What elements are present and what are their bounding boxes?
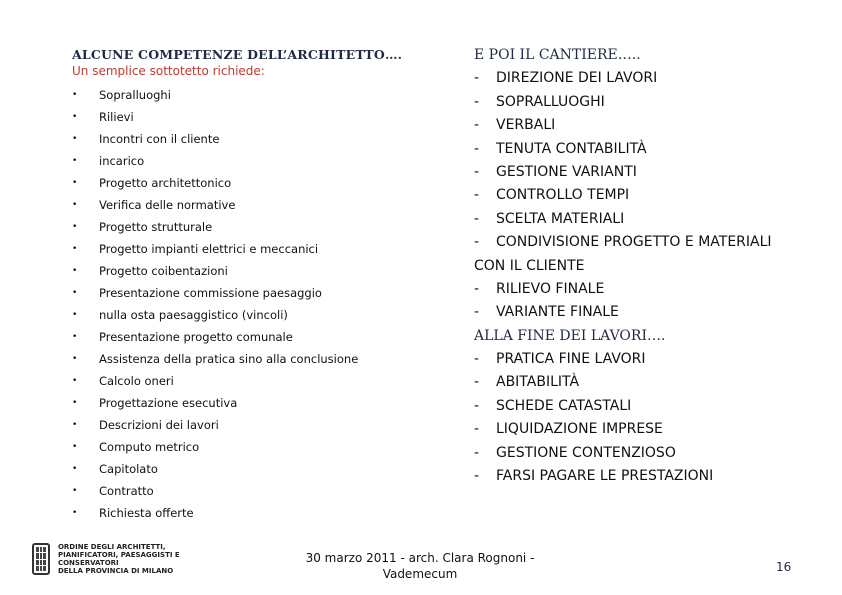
dash-marker: - — [474, 234, 480, 251]
task-item-label: FARSI PAGARE LE PRESTAZIONI — [496, 468, 714, 485]
list-item-label: incarico — [99, 154, 145, 168]
list-item-label: Assistenza della pratica sino alla conclusione — [99, 352, 359, 366]
section-heading: E POI IL CANTIERE….. — [474, 47, 641, 63]
list-item-label: Sopralluoghi — [99, 88, 171, 102]
list-item-label: nulla osta paesaggistico (vincoli) — [99, 308, 288, 322]
list-item — [72, 86, 358, 108]
dash-marker: - — [474, 304, 480, 321]
logo-grid-icon — [32, 543, 50, 575]
list-item — [72, 174, 358, 196]
logo-line: ORDINE DEGLI ARCHITETTI, — [57, 543, 166, 551]
bullet-icon: • — [72, 442, 78, 452]
task-item — [474, 348, 772, 371]
list-item-label: Contratto — [99, 484, 154, 498]
section-heading: ALLA FINE DEI LAVORI…. — [474, 327, 666, 344]
task-item — [474, 138, 772, 161]
list-item-label: Incontri con il cliente — [99, 132, 220, 146]
list-item-label: Presentazione progetto comunale — [99, 330, 293, 344]
list-item — [72, 130, 358, 152]
task-item-label: SCELTA MATERIALI — [496, 210, 625, 227]
dash-marker: - — [474, 468, 480, 485]
dash-marker: - — [474, 163, 480, 180]
list-item — [72, 328, 358, 350]
list-item — [72, 394, 358, 416]
list-item — [72, 438, 358, 460]
list-item — [72, 240, 358, 262]
bullet-icon: • — [72, 156, 78, 166]
left-subtitle: Un semplice sottotetto richiede: — [72, 64, 265, 78]
task-item-label: SOPRALLUOGHI — [496, 93, 605, 110]
bullet-icon: • — [72, 288, 78, 298]
bullet-icon: • — [72, 398, 78, 408]
bullet-icon: • — [72, 332, 78, 342]
list-item-label: Calcolo oneri — [99, 374, 174, 388]
bullet-icon: • — [72, 376, 78, 386]
list-item-label: Computo metrico — [99, 440, 200, 454]
footer-line: Vademecum — [382, 567, 458, 581]
task-item — [474, 231, 772, 254]
task-item — [474, 67, 772, 90]
task-item — [474, 442, 772, 465]
task-item — [474, 418, 772, 441]
footer — [300, 550, 540, 582]
bullet-icon: • — [72, 178, 78, 188]
task-item — [474, 208, 772, 231]
list-item-label: Progetto strutturale — [99, 220, 213, 234]
list-item — [72, 416, 358, 438]
list-item-label: Progettazione esecutiva — [99, 396, 238, 410]
bullet-icon: • — [72, 464, 78, 474]
list-item — [72, 152, 358, 174]
bullet-icon: • — [72, 420, 78, 430]
competence-list — [72, 86, 358, 526]
list-item — [72, 108, 358, 130]
bullet-icon: • — [72, 200, 78, 210]
continuation-text: CON IL CLIENTE — [474, 257, 585, 274]
list-item — [72, 504, 358, 526]
list-item-label: Rilievi — [99, 110, 134, 124]
dash-marker: - — [474, 187, 480, 204]
task-item-label: GESTIONE CONTENZIOSO — [496, 444, 676, 461]
bullet-icon: • — [72, 310, 78, 320]
task-item-label: LIQUIDAZIONE IMPRESE — [496, 421, 663, 438]
logo-line: DELLA PROVINCIA DI MILANO — [57, 567, 174, 575]
list-item-label: Verifica delle normative — [99, 198, 236, 212]
dash-marker: - — [474, 351, 480, 368]
dash-marker: - — [474, 421, 480, 438]
logo-line: PIANIFICATORI, PAESAGGISTI E CONSERVATORI — [57, 551, 180, 567]
task-item-label: PRATICA FINE LAVORI — [496, 351, 646, 368]
bullet-icon: • — [72, 354, 78, 364]
task-item — [474, 278, 772, 301]
list-item-label: Descrizioni dei lavori — [99, 418, 219, 432]
list-item — [72, 350, 358, 372]
list-item-label: Progetto coibentazioni — [99, 264, 228, 278]
bullet-icon: • — [72, 112, 78, 122]
list-item — [72, 218, 358, 240]
list-item — [72, 262, 358, 284]
task-item — [474, 301, 772, 324]
task-item — [474, 184, 772, 207]
task-item-label: TENUTA CONTABILITÀ — [496, 140, 647, 157]
dash-marker: - — [474, 117, 480, 134]
dash-marker: - — [474, 397, 480, 414]
dash-marker: - — [474, 280, 480, 297]
task-item-label: CONDIVISIONE PROGETTO E MATERIALI — [496, 234, 772, 251]
list-item — [72, 482, 358, 504]
dash-marker: - — [474, 210, 480, 227]
task-item-label: VARIANTE FINALE — [496, 304, 619, 321]
dash-marker: - — [474, 93, 480, 110]
list-item — [72, 372, 358, 394]
task-item-label: GESTIONE VARIANTI — [496, 163, 637, 180]
task-item-label: CONTROLLO TEMPI — [496, 187, 630, 204]
bullet-icon: • — [72, 266, 78, 276]
bullet-icon: • — [72, 486, 78, 496]
logo-text — [58, 543, 242, 579]
list-item-label: Presentazione commissione paesaggio — [99, 286, 322, 300]
list-item — [72, 196, 358, 218]
list-item-label: Progetto impianti elettrici e meccanici — [99, 242, 319, 256]
task-item-label: RILIEVO FINALE — [496, 280, 605, 297]
bullet-icon: • — [72, 244, 78, 254]
task-item — [474, 395, 772, 418]
dash-marker: - — [474, 374, 480, 391]
list-item-label: Capitolato — [99, 462, 158, 476]
dash-marker: - — [474, 444, 480, 461]
task-item — [474, 161, 772, 184]
footer-line: 30 marzo 2011 - arch. Clara Rognoni - — [305, 551, 535, 565]
bullet-icon: • — [72, 222, 78, 232]
dash-marker: - — [474, 140, 480, 157]
list-item-label: Progetto architettonico — [99, 176, 232, 190]
task-item — [474, 114, 772, 137]
list-item — [72, 284, 358, 306]
left-title: ALCUNE COMPETENZE DELL’ARCHITETTO…. — [72, 47, 403, 62]
list-item — [72, 306, 358, 328]
bullet-icon: • — [72, 90, 78, 100]
dash-marker: - — [474, 70, 480, 87]
page-number: 16 — [776, 560, 792, 574]
list-item — [72, 460, 358, 482]
task-item-label: SCHEDE CATASTALI — [496, 397, 632, 414]
list-item-label: Richiesta offerte — [99, 506, 194, 520]
task-item-label: ABITABILITÀ — [496, 374, 580, 391]
order-logo — [32, 543, 242, 579]
task-item-label: DIREZIONE DEI LAVORI — [496, 70, 658, 87]
bullet-icon: • — [72, 134, 78, 144]
right-column — [474, 44, 772, 488]
task-item-label: VERBALI — [496, 117, 556, 134]
task-item — [474, 91, 772, 114]
task-item — [474, 465, 772, 488]
bullet-icon: • — [72, 508, 78, 518]
task-item — [474, 371, 772, 394]
